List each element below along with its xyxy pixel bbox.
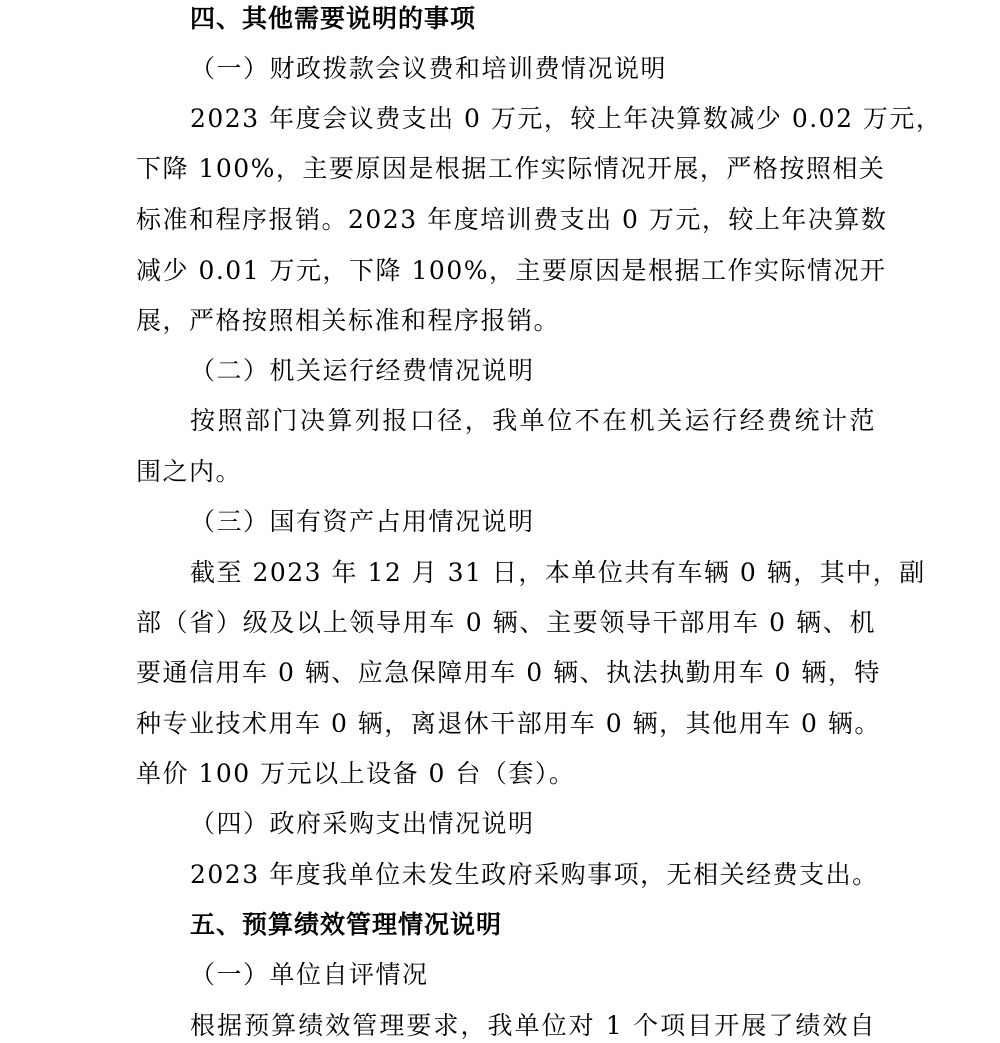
section-4-4-heading: （四）政府采购支出情况说明 — [190, 809, 535, 838]
paragraph-line: 按照部门决算列报口径，我单位不在机关运行经费统计范 — [190, 406, 876, 435]
paragraph-line: 展，严格按照相关标准和程序报销。 — [136, 306, 561, 335]
paragraph-line: 2023 年度会议费支出 0 万元，较上年决算数减少 0.02 万元， — [190, 104, 943, 133]
paragraph-line: 围之内。 — [136, 457, 243, 486]
paragraph-line: 截至 2023 年 12 月 31 日，本单位共有车辆 0 辆，其中，副 — [190, 558, 926, 587]
paragraph-line: 根据预算绩效管理要求，我单位对 1 个项目开展了绩效自 — [190, 1011, 876, 1040]
section-5-1-heading: （一）单位自评情况 — [190, 960, 429, 989]
paragraph-line: 2023 年度我单位未发生政府采购事项，无相关经费支出。 — [190, 860, 879, 889]
paragraph-line: 种专业技术用车 0 辆，离退休干部用车 0 辆，其他用车 0 辆。 — [136, 709, 881, 738]
paragraph-line: 要通信用车 0 辆、应急保障用车 0 辆、执法执勤用车 0 辆，特 — [136, 658, 881, 687]
section-4-2-heading: （二）机关运行经费情况说明 — [190, 356, 535, 385]
paragraph-line: 单价 100 万元以上设备 0 台（套）。 — [136, 759, 576, 788]
section-4-1-heading: （一）财政拨款会议费和培训费情况说明 — [190, 54, 668, 83]
paragraph-line: 标准和程序报销。2023 年度培训费支出 0 万元，较上年决算数 — [136, 205, 888, 234]
paragraph-line: 部（省）级及以上领导用车 0 辆、主要领导干部用车 0 辆、机 — [136, 608, 876, 637]
section-5-heading: 五、预算绩效管理情况说明 — [190, 910, 503, 939]
paragraph-line: 下降 100%，主要原因是根据工作实际情况开展，严格按照相关 — [136, 154, 886, 183]
paragraph-line: 减少 0.01 万元，下降 100%，主要原因是根据工作实际情况开 — [136, 256, 887, 285]
section-4-heading: 四、其他需要说明的事项 — [190, 4, 477, 33]
section-4-3-heading: （三）国有资产占用情况说明 — [190, 507, 535, 536]
